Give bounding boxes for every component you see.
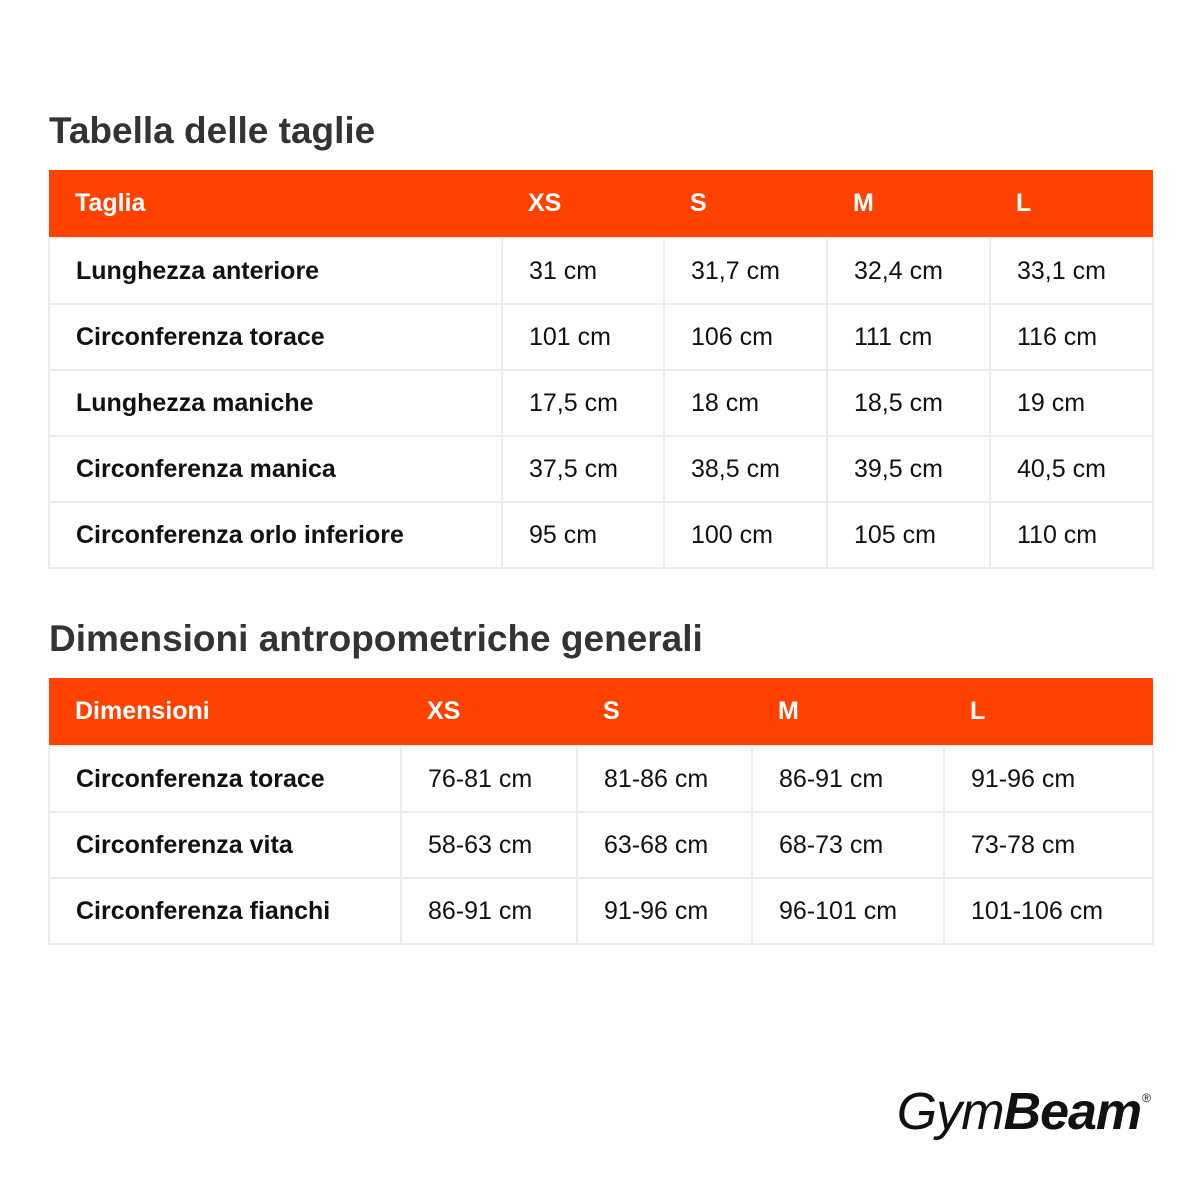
table-cell: 105 cm (827, 502, 990, 568)
table-cell: 32,4 cm (827, 238, 990, 304)
table-cell: 81-86 cm (577, 746, 752, 812)
column-header: XS (401, 678, 577, 746)
table-cell: 19 cm (990, 370, 1153, 436)
table-cell: 106 cm (664, 304, 827, 370)
row-label: Lunghezza maniche (49, 370, 502, 436)
table-cell: 40,5 cm (990, 436, 1153, 502)
row-label: Circonferenza torace (49, 304, 502, 370)
table-cell: 96-101 cm (752, 878, 944, 944)
size-chart-table (48, 170, 1154, 569)
table-cell: 18 cm (664, 370, 827, 436)
table-cell: 86-91 cm (752, 746, 944, 812)
table-cell: 76-81 cm (401, 746, 577, 812)
table-cell: 58-63 cm (401, 812, 577, 878)
table-cell: 116 cm (990, 304, 1153, 370)
table-cell: 101-106 cm (944, 878, 1153, 944)
table-cell: 17,5 cm (502, 370, 664, 436)
table-row (49, 370, 1153, 436)
column-header: M (752, 678, 944, 746)
row-label: Circonferenza vita (49, 812, 401, 878)
table-row (49, 502, 1153, 568)
table-row (49, 436, 1153, 502)
table-cell: 91-96 cm (944, 746, 1153, 812)
table-cell: 73-78 cm (944, 812, 1153, 878)
row-label: Circonferenza orlo inferiore (49, 502, 502, 568)
table-cell: 100 cm (664, 502, 827, 568)
column-header: L (944, 678, 1153, 746)
table-cell: 63-68 cm (577, 812, 752, 878)
logo-text-gym: Gym (896, 1083, 1004, 1141)
table-row (49, 812, 1153, 878)
table-row (49, 238, 1153, 304)
column-header: Taglia (49, 170, 502, 238)
row-label: Circonferenza fianchi (49, 878, 401, 944)
table-cell: 101 cm (502, 304, 664, 370)
table-row (49, 304, 1153, 370)
table-cell: 95 cm (502, 502, 664, 568)
size-chart-title: Tabella delle taglie (49, 110, 376, 151)
table-cell: 33,1 cm (990, 238, 1153, 304)
column-header: L (990, 170, 1153, 238)
table-header-row (49, 678, 1153, 746)
table-cell: 37,5 cm (502, 436, 664, 502)
registered-mark-icon: ® (1142, 1091, 1150, 1105)
table-row (49, 746, 1153, 812)
row-label: Circonferenza torace (49, 746, 401, 812)
column-header: XS (502, 170, 664, 238)
table-row (49, 878, 1153, 944)
column-header: S (577, 678, 752, 746)
gymbeam-logo (896, 1083, 1150, 1141)
table-cell: 91-96 cm (577, 878, 752, 944)
anthropometric-table (48, 678, 1154, 945)
column-header: M (827, 170, 990, 238)
table-cell: 31,7 cm (664, 238, 827, 304)
table-header-row (49, 170, 1153, 238)
logo-text-beam: Beam (1003, 1083, 1142, 1141)
table-cell: 31 cm (502, 238, 664, 304)
anthropometric-title: Dimensioni antropometriche generali (49, 618, 703, 659)
table-cell: 38,5 cm (664, 436, 827, 502)
row-label: Circonferenza manica (49, 436, 502, 502)
table-cell: 18,5 cm (827, 370, 990, 436)
column-header: Dimensioni (49, 678, 401, 746)
table-cell: 111 cm (827, 304, 990, 370)
column-header: S (664, 170, 827, 238)
table-cell: 86-91 cm (401, 878, 577, 944)
row-label: Lunghezza anteriore (49, 238, 502, 304)
table-cell: 68-73 cm (752, 812, 944, 878)
table-cell: 110 cm (990, 502, 1153, 568)
table-cell: 39,5 cm (827, 436, 990, 502)
